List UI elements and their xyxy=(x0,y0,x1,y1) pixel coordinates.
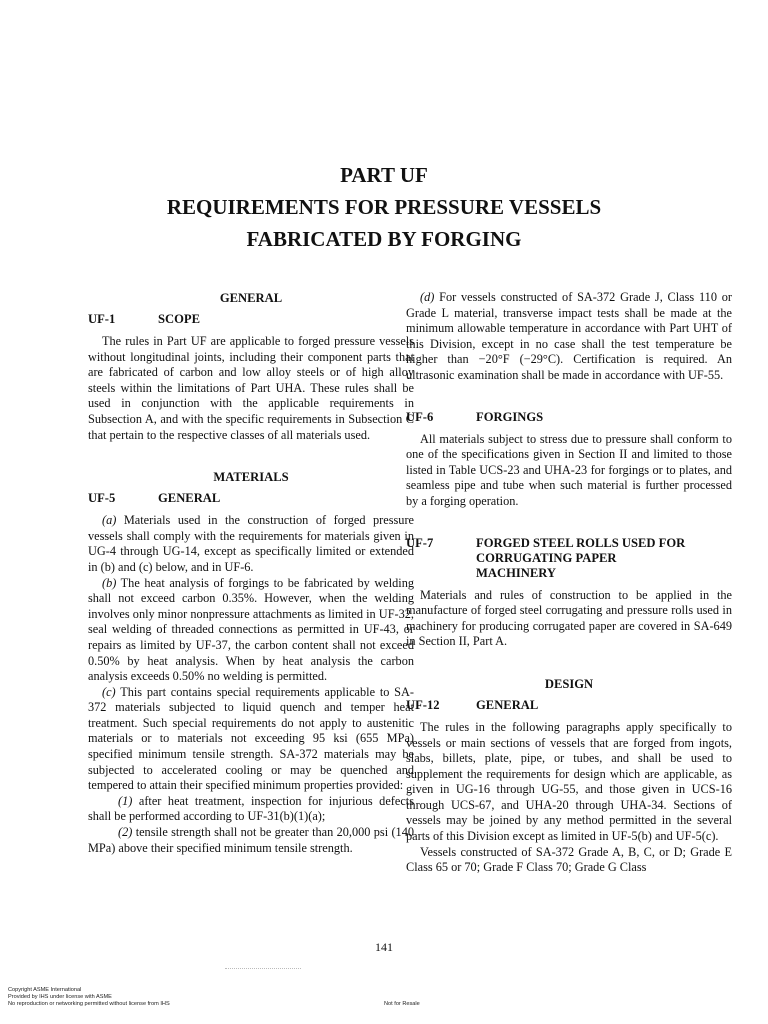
section-heading-general: GENERAL xyxy=(219,291,283,305)
paragraph-number: UF-5 xyxy=(88,491,116,506)
paragraph-title: SCOPE xyxy=(158,312,200,326)
paragraph-heading-uf5 xyxy=(88,491,414,506)
right-column xyxy=(406,290,732,876)
uf5-item-c1 xyxy=(88,794,414,825)
title-line: FORGED STEEL ROLLS USED FOR xyxy=(476,535,686,550)
title-line-1: REQUIREMENTS FOR PRESSURE VESSELS xyxy=(166,195,602,219)
copyright-footer xyxy=(8,987,170,1008)
uf5-item-d xyxy=(406,290,732,384)
paragraph-title xyxy=(476,536,732,581)
uf5-item-c2 xyxy=(88,825,414,856)
section-heading-materials: MATERIALS xyxy=(213,470,289,485)
uf5-item-b xyxy=(88,576,414,685)
uf12-general-text-continued: Vessels constructed of SA-372 Grade A, B, C, or D; Grade E Class 65 or 70; Grade F Class 70; Grade G Class xyxy=(406,844,732,875)
title-line-2: FABRICATED BY FORGING xyxy=(246,227,522,251)
footer-line: No reproduction or networking permitted without license from IHS xyxy=(8,1001,170,1007)
item-label: (b) xyxy=(102,575,117,590)
uf7-rolls-text: Materials and rules of construction to be applied in the manufacture of forged steel corrugating and pressure rolls used in machinery for producing corrugated paper are covered in SA-649 in Section II, Part A. xyxy=(406,587,732,649)
item-label: (1) xyxy=(118,793,133,808)
item-label: (c) xyxy=(102,684,116,699)
footer-line: Provided by IHS under license with ASME xyxy=(8,994,112,1000)
title-line: MACHINERY xyxy=(476,565,557,580)
item-text: after heat treatment, inspection for injurious defects shall be performed according to UF-31(b)(1)(a); xyxy=(88,793,414,824)
paragraph-title: GENERAL xyxy=(158,491,221,506)
paragraph-title: GENERAL xyxy=(476,697,539,712)
item-label: (d) xyxy=(420,290,435,304)
uf1-scope-text: The rules in Part UF are applicable to forged pressure vessels without longitudinal joints, including their component parts that are fabricated of carbon and low alloy steels or of high alloy steels within the limitations of Part UHA. These rules shall be used in conjunction with the applicable requirements in Subsection A, and with the specific requirements in Subsection C that pertain to the respective classes of all materials used. xyxy=(88,334,414,442)
title-line: CORRUGATING PAPER xyxy=(476,550,617,565)
not-for-resale-notice: Not for Resale xyxy=(384,1001,420,1007)
paragraph-heading-uf1 xyxy=(88,312,414,327)
item-label: (a) xyxy=(102,513,117,528)
left-column xyxy=(88,290,414,856)
uf12-general-text: The rules in the following paragraphs apply specifically to vessels or main sections of vessels that are forged from ingots, slabs, billets, plate, pipe, or tubes, and shall be used to supplement the requirements for design which are applicable, as given in UG-16 through UG-55, and those given in UCS-16 through UCS-67, and UHA-20 through UHA-34. Sections of vessels may be joined by any method permitted in the several parts of this Division except as limited in UF-5(b) and UF-5(c). xyxy=(406,719,732,844)
item-text: tensile strength shall not be greater than 20,000 psi (140 MPa) above their specified minimum tensile strength. xyxy=(88,825,414,855)
part-title: PART UF xyxy=(340,163,428,187)
uf5-item-c xyxy=(88,685,414,794)
faint-mark xyxy=(225,968,301,971)
paragraph-number: UF-6 xyxy=(406,409,434,424)
uf6-forgings-text: All materials subject to stress due to pressure shall conform to one of the specifications given in Section II and limited to those listed in Table UCS-23 and UHA-23 for forgings or to plates, and seamless pipe and tube when such material is further processed by a forging operation. xyxy=(406,431,732,508)
section-heading-design: DESIGN xyxy=(544,676,594,691)
item-text: This part contains special requirements applicable to SA-372 materials subjected to liquid quench and temper heat treatment. Such special requirements do not apply to austenitic materials or to materials not exceeding 95 ksi (655 MPa) specified minimum tensile strength. SA-372 materials may be subjected to accelerated cooling or may be quenched and tempered to attain their specified minimum properties provided: xyxy=(88,684,414,793)
paragraph-heading-uf6 xyxy=(406,410,732,425)
item-text: For vessels constructed of SA-372 Grade J, Class 110 or Grade L material, transverse impact tests shall be made at the minimum allowable temperature in accordance with Part UHT of this Division, except in no case shall the test temperature be higher than −20°F (−29°C). Certification is required. An ultrasonic examination shall be made in accordance with UF-55. xyxy=(406,290,732,382)
item-label: (2) xyxy=(118,825,133,840)
paragraph-heading-uf7 xyxy=(406,536,732,581)
paragraph-heading-uf12 xyxy=(406,698,732,713)
paragraph-number: UF-1 xyxy=(88,312,116,326)
footer-line: Copyright ASME International xyxy=(8,987,82,993)
paragraph-title: FORGINGS xyxy=(476,409,544,424)
item-text: The heat analysis of forgings to be fabricated by welding shall not exceed carbon 0.35%. However, when the welding involves only minor nonpressure attachments as limited in UF-32, seal welding of threaded connections as permitted in UF-43, or repairs as limited by UF-37, the carbon content shall not exceed 0.50% by heat analysis. When by heat analysis the carbon analysis exceeds 0.50% no welding is permitted. xyxy=(88,575,414,684)
item-text: Materials used in the construction of forged pressure vessels shall comply with the requirements for materials given in UG-4 through UG-14, except as specifically limited or extended in (b) and (c) below, and in UF-6. xyxy=(88,513,414,574)
page-number: 141 xyxy=(375,940,393,954)
uf5-item-a xyxy=(88,513,414,575)
paragraph-number: UF-7 xyxy=(406,535,434,550)
paragraph-number: UF-12 xyxy=(406,697,440,712)
